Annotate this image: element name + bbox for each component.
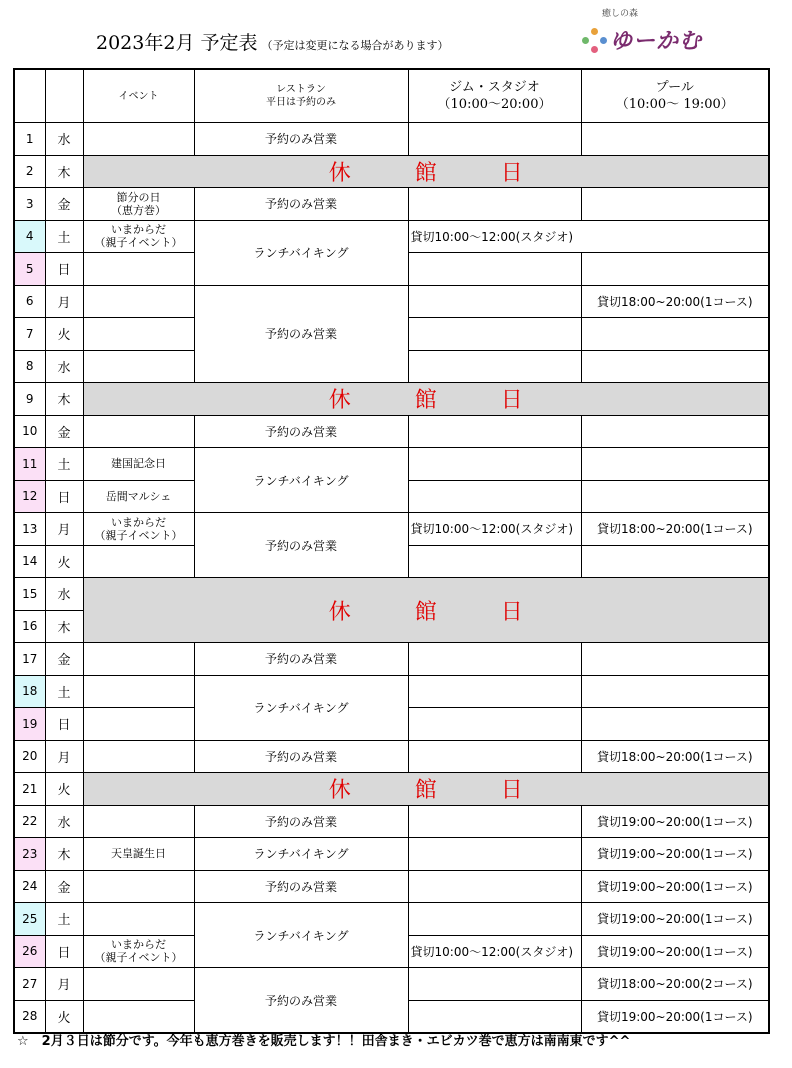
event-line: （親子イベント）: [94, 951, 183, 965]
event-cell: [83, 935, 194, 968]
day-number: 14: [14, 545, 45, 578]
weekday: 土: [45, 448, 83, 481]
event-cell: 建国記念日: [83, 448, 194, 481]
pool-cell: 貸切19:00~20:00(1コース): [581, 838, 769, 871]
day-number: 9: [14, 383, 45, 416]
pool-cell: 貸切19:00~20:00(1コース): [581, 805, 769, 838]
day-number: 22: [14, 805, 45, 838]
event-cell: [83, 545, 194, 578]
weekday: 日: [45, 480, 83, 513]
closed-day-cell: [83, 773, 769, 806]
day-number: 20: [14, 740, 45, 773]
logo-dot: [591, 46, 598, 53]
event-cell: [83, 285, 194, 318]
day-number: 11: [14, 448, 45, 481]
closed-day-cell: [83, 383, 769, 416]
event-cell: [83, 220, 194, 253]
header-pool-line2: （10:00～ 19:00）: [615, 97, 734, 112]
schedule-table: [13, 68, 770, 1034]
closed-char: 日: [500, 388, 523, 414]
weekday: 火: [45, 1000, 83, 1033]
header-gym: [408, 69, 581, 123]
closed-char: 日: [500, 778, 523, 804]
gym-cell: [408, 1000, 581, 1033]
restaurant-cell: 予約のみ営業: [194, 188, 408, 221]
event-cell: [83, 513, 194, 546]
weekday: 火: [45, 773, 83, 806]
day-number: 17: [14, 643, 45, 676]
day-number: 26: [14, 935, 45, 968]
gym-cell: [408, 285, 581, 318]
day-number: 6: [14, 285, 45, 318]
day-number: 19: [14, 708, 45, 741]
footer-note: ☆ 2月３日は節分です。今年も恵方巻きを販売します！！田舎まき・エビカツ巻で恵方は南南東です^^: [17, 1034, 631, 1049]
closed-char: 日: [500, 599, 523, 625]
gym-cell: [408, 838, 581, 871]
event-cell: [83, 350, 194, 383]
event-cell: [83, 123, 194, 156]
event-cell: [83, 643, 194, 676]
weekday: 日: [45, 935, 83, 968]
event-cell: [83, 968, 194, 1001]
gym-cell: 貸切10:00～12:00(スタジオ): [408, 513, 581, 546]
restaurant-cell: 予約のみ営業: [194, 870, 408, 903]
table-row: [14, 383, 769, 416]
closed-day-cell: [83, 578, 769, 643]
weekday: 金: [45, 870, 83, 903]
table-row: [14, 155, 769, 188]
table-row: [14, 740, 769, 773]
closed-char: 館: [414, 599, 437, 625]
gym-cell: 貸切10:00～12:00(スタジオ): [408, 935, 581, 968]
table-row: [14, 675, 769, 708]
pool-cell: [581, 675, 769, 708]
closed-char: 休: [328, 388, 351, 414]
closed-char: 館: [414, 388, 437, 414]
closed-char: 休: [328, 778, 351, 804]
day-number: 12: [14, 480, 45, 513]
gym-cell: [408, 415, 581, 448]
pool-cell: 貸切19:00~20:00(1コース): [581, 935, 769, 968]
gym-cell: [408, 318, 581, 351]
table-row: [14, 188, 769, 221]
header-restaurant-line1: レストラン: [276, 84, 326, 95]
event-cell: 岳間マルシェ: [83, 480, 194, 513]
gym-cell: 貸切10:00～12:00(スタジオ): [408, 220, 769, 253]
event-line: 節分の日: [116, 190, 161, 204]
restaurant-cell: 予約のみ営業: [194, 643, 408, 676]
table-row: [14, 220, 769, 253]
event-cell: [83, 675, 194, 708]
table-row: [14, 870, 769, 903]
pool-cell: [581, 643, 769, 676]
table-row: [14, 903, 769, 936]
header-pool-line1: プール: [655, 80, 694, 95]
day-number: 13: [14, 513, 45, 546]
header-restaurant: [194, 69, 408, 123]
pool-cell: [581, 545, 769, 578]
header-row: [14, 69, 769, 123]
gym-cell: [408, 253, 581, 286]
event-line: いまからだ: [111, 223, 166, 237]
pool-cell: [581, 350, 769, 383]
subtitle: （予定は変更になる場合があります）: [261, 39, 449, 52]
day-number: 27: [14, 968, 45, 1001]
day-number: 3: [14, 188, 45, 221]
event-line: いまからだ: [111, 938, 166, 952]
gym-cell: [408, 545, 581, 578]
event-cell: [83, 708, 194, 741]
table-row: [14, 285, 769, 318]
page-header: [0, 0, 792, 68]
restaurant-cell: ランチバイキング: [194, 903, 408, 968]
day-number: 25: [14, 903, 45, 936]
restaurant-cell: 予約のみ営業: [194, 968, 408, 1034]
closed-char: 館: [414, 778, 437, 804]
weekday: 水: [45, 350, 83, 383]
gym-cell: [408, 903, 581, 936]
header-weekday: [45, 69, 83, 123]
event-cell: [83, 188, 194, 221]
weekday: 水: [45, 123, 83, 156]
logo: [582, 6, 703, 56]
logo-wordmark: ゆーかむ: [610, 29, 703, 54]
pool-cell: [581, 123, 769, 156]
day-number: 21: [14, 773, 45, 806]
pool-cell: 貸切19:00~20:00(1コース): [581, 870, 769, 903]
closed-char: 館: [414, 160, 437, 186]
restaurant-cell: ランチバイキング: [194, 675, 408, 740]
event-cell: 天皇誕生日: [83, 838, 194, 871]
restaurant-cell: 予約のみ営業: [194, 740, 408, 773]
gym-cell: [408, 643, 581, 676]
logo-dots-icon: [582, 28, 608, 54]
pool-cell: [581, 188, 769, 221]
day-number: 24: [14, 870, 45, 903]
weekday: 金: [45, 415, 83, 448]
closed-char: 日: [500, 160, 523, 186]
gym-cell: [408, 805, 581, 838]
table-row: [14, 578, 769, 611]
gym-cell: [408, 708, 581, 741]
pool-cell: [581, 253, 769, 286]
event-cell: [83, 805, 194, 838]
day-number: 1: [14, 123, 45, 156]
day-number: 23: [14, 838, 45, 871]
pool-cell: 貸切18:00~20:00(1コース): [581, 740, 769, 773]
weekday: 月: [45, 968, 83, 1001]
weekday: 月: [45, 740, 83, 773]
event-line: （親子イベント）: [94, 528, 183, 542]
page-title: [96, 28, 448, 55]
table-row: [14, 513, 769, 546]
weekday: 土: [45, 675, 83, 708]
gym-cell: [408, 870, 581, 903]
day-number: 2: [14, 155, 45, 188]
logo-dot: [582, 37, 589, 44]
logo-dot: [600, 37, 607, 44]
day-number: 8: [14, 350, 45, 383]
header-event: イベント: [83, 69, 194, 123]
gym-cell: [408, 188, 581, 221]
pool-cell: 貸切19:00~20:00(1コース): [581, 903, 769, 936]
event-cell: [83, 870, 194, 903]
pool-cell: [581, 480, 769, 513]
restaurant-cell: 予約のみ営業: [194, 805, 408, 838]
header-gym-line2: （10:00～20:00）: [437, 97, 552, 112]
weekday: 火: [45, 545, 83, 578]
restaurant-cell: 予約のみ営業: [194, 285, 408, 383]
weekday: 金: [45, 643, 83, 676]
day-number: 10: [14, 415, 45, 448]
weekday: 金: [45, 188, 83, 221]
restaurant-cell: ランチバイキング: [194, 448, 408, 513]
gym-cell: [408, 480, 581, 513]
event-cell: [83, 253, 194, 286]
weekday: 月: [45, 513, 83, 546]
gym-cell: [408, 740, 581, 773]
weekday: 土: [45, 903, 83, 936]
restaurant-cell: 予約のみ営業: [194, 123, 408, 156]
weekday: 月: [45, 285, 83, 318]
event-line: （恵方巻）: [111, 203, 166, 217]
weekday: 木: [45, 610, 83, 643]
pool-cell: [581, 708, 769, 741]
event-cell: [83, 740, 194, 773]
event-line: いまからだ: [111, 515, 166, 529]
weekday: 木: [45, 838, 83, 871]
event-cell: [83, 318, 194, 351]
gym-cell: [408, 448, 581, 481]
weekday: 日: [45, 708, 83, 741]
closed-char: 休: [328, 160, 351, 186]
day-number: 16: [14, 610, 45, 643]
weekday: 土: [45, 220, 83, 253]
gym-cell: [408, 968, 581, 1001]
gym-cell: [408, 675, 581, 708]
weekday: 日: [45, 253, 83, 286]
table-row: [14, 805, 769, 838]
pool-cell: 貸切18:00~20:00(1コース): [581, 285, 769, 318]
pool-cell: 貸切18:00~20:00(2コース): [581, 968, 769, 1001]
logo-tagline: 癒しの森: [602, 9, 639, 19]
header-restaurant-line2: 平日は予約のみ: [266, 97, 336, 108]
table-row: [14, 123, 769, 156]
event-cell: [83, 1000, 194, 1033]
pool-cell: 貸切19:00~20:00(1コース): [581, 1000, 769, 1033]
pool-cell: 貸切18:00~20:00(1コース): [581, 513, 769, 546]
weekday: 水: [45, 805, 83, 838]
restaurant-cell: ランチバイキング: [194, 220, 408, 285]
event-cell: [83, 415, 194, 448]
day-number: 18: [14, 675, 45, 708]
restaurant-cell: 予約のみ営業: [194, 513, 408, 578]
weekday: 火: [45, 318, 83, 351]
restaurant-cell: ランチバイキング: [194, 838, 408, 871]
closed-char: 休: [328, 599, 351, 625]
logo-dot: [591, 28, 598, 35]
table-row: [14, 968, 769, 1001]
weekday: 水: [45, 578, 83, 611]
pool-cell: [581, 448, 769, 481]
day-number: 5: [14, 253, 45, 286]
header-pool: [581, 69, 769, 123]
header-gym-line1: ジム・スタジオ: [449, 80, 540, 95]
day-number: 4: [14, 220, 45, 253]
gym-cell: [408, 350, 581, 383]
pool-cell: [581, 318, 769, 351]
day-number: 7: [14, 318, 45, 351]
weekday: 木: [45, 383, 83, 416]
event-line: （親子イベント）: [94, 236, 183, 250]
day-number: 15: [14, 578, 45, 611]
gym-cell: [408, 123, 581, 156]
table-row: [14, 643, 769, 676]
day-number: 28: [14, 1000, 45, 1033]
closed-day-cell: [83, 155, 769, 188]
restaurant-cell: 予約のみ営業: [194, 415, 408, 448]
table-row: [14, 838, 769, 871]
table-row: [14, 773, 769, 806]
pool-cell: [581, 415, 769, 448]
header-date: [14, 69, 45, 123]
title-text: 2023年2月 予定表: [96, 32, 258, 54]
weekday: 木: [45, 155, 83, 188]
table-row: [14, 448, 769, 481]
event-cell: [83, 903, 194, 936]
table-row: [14, 415, 769, 448]
